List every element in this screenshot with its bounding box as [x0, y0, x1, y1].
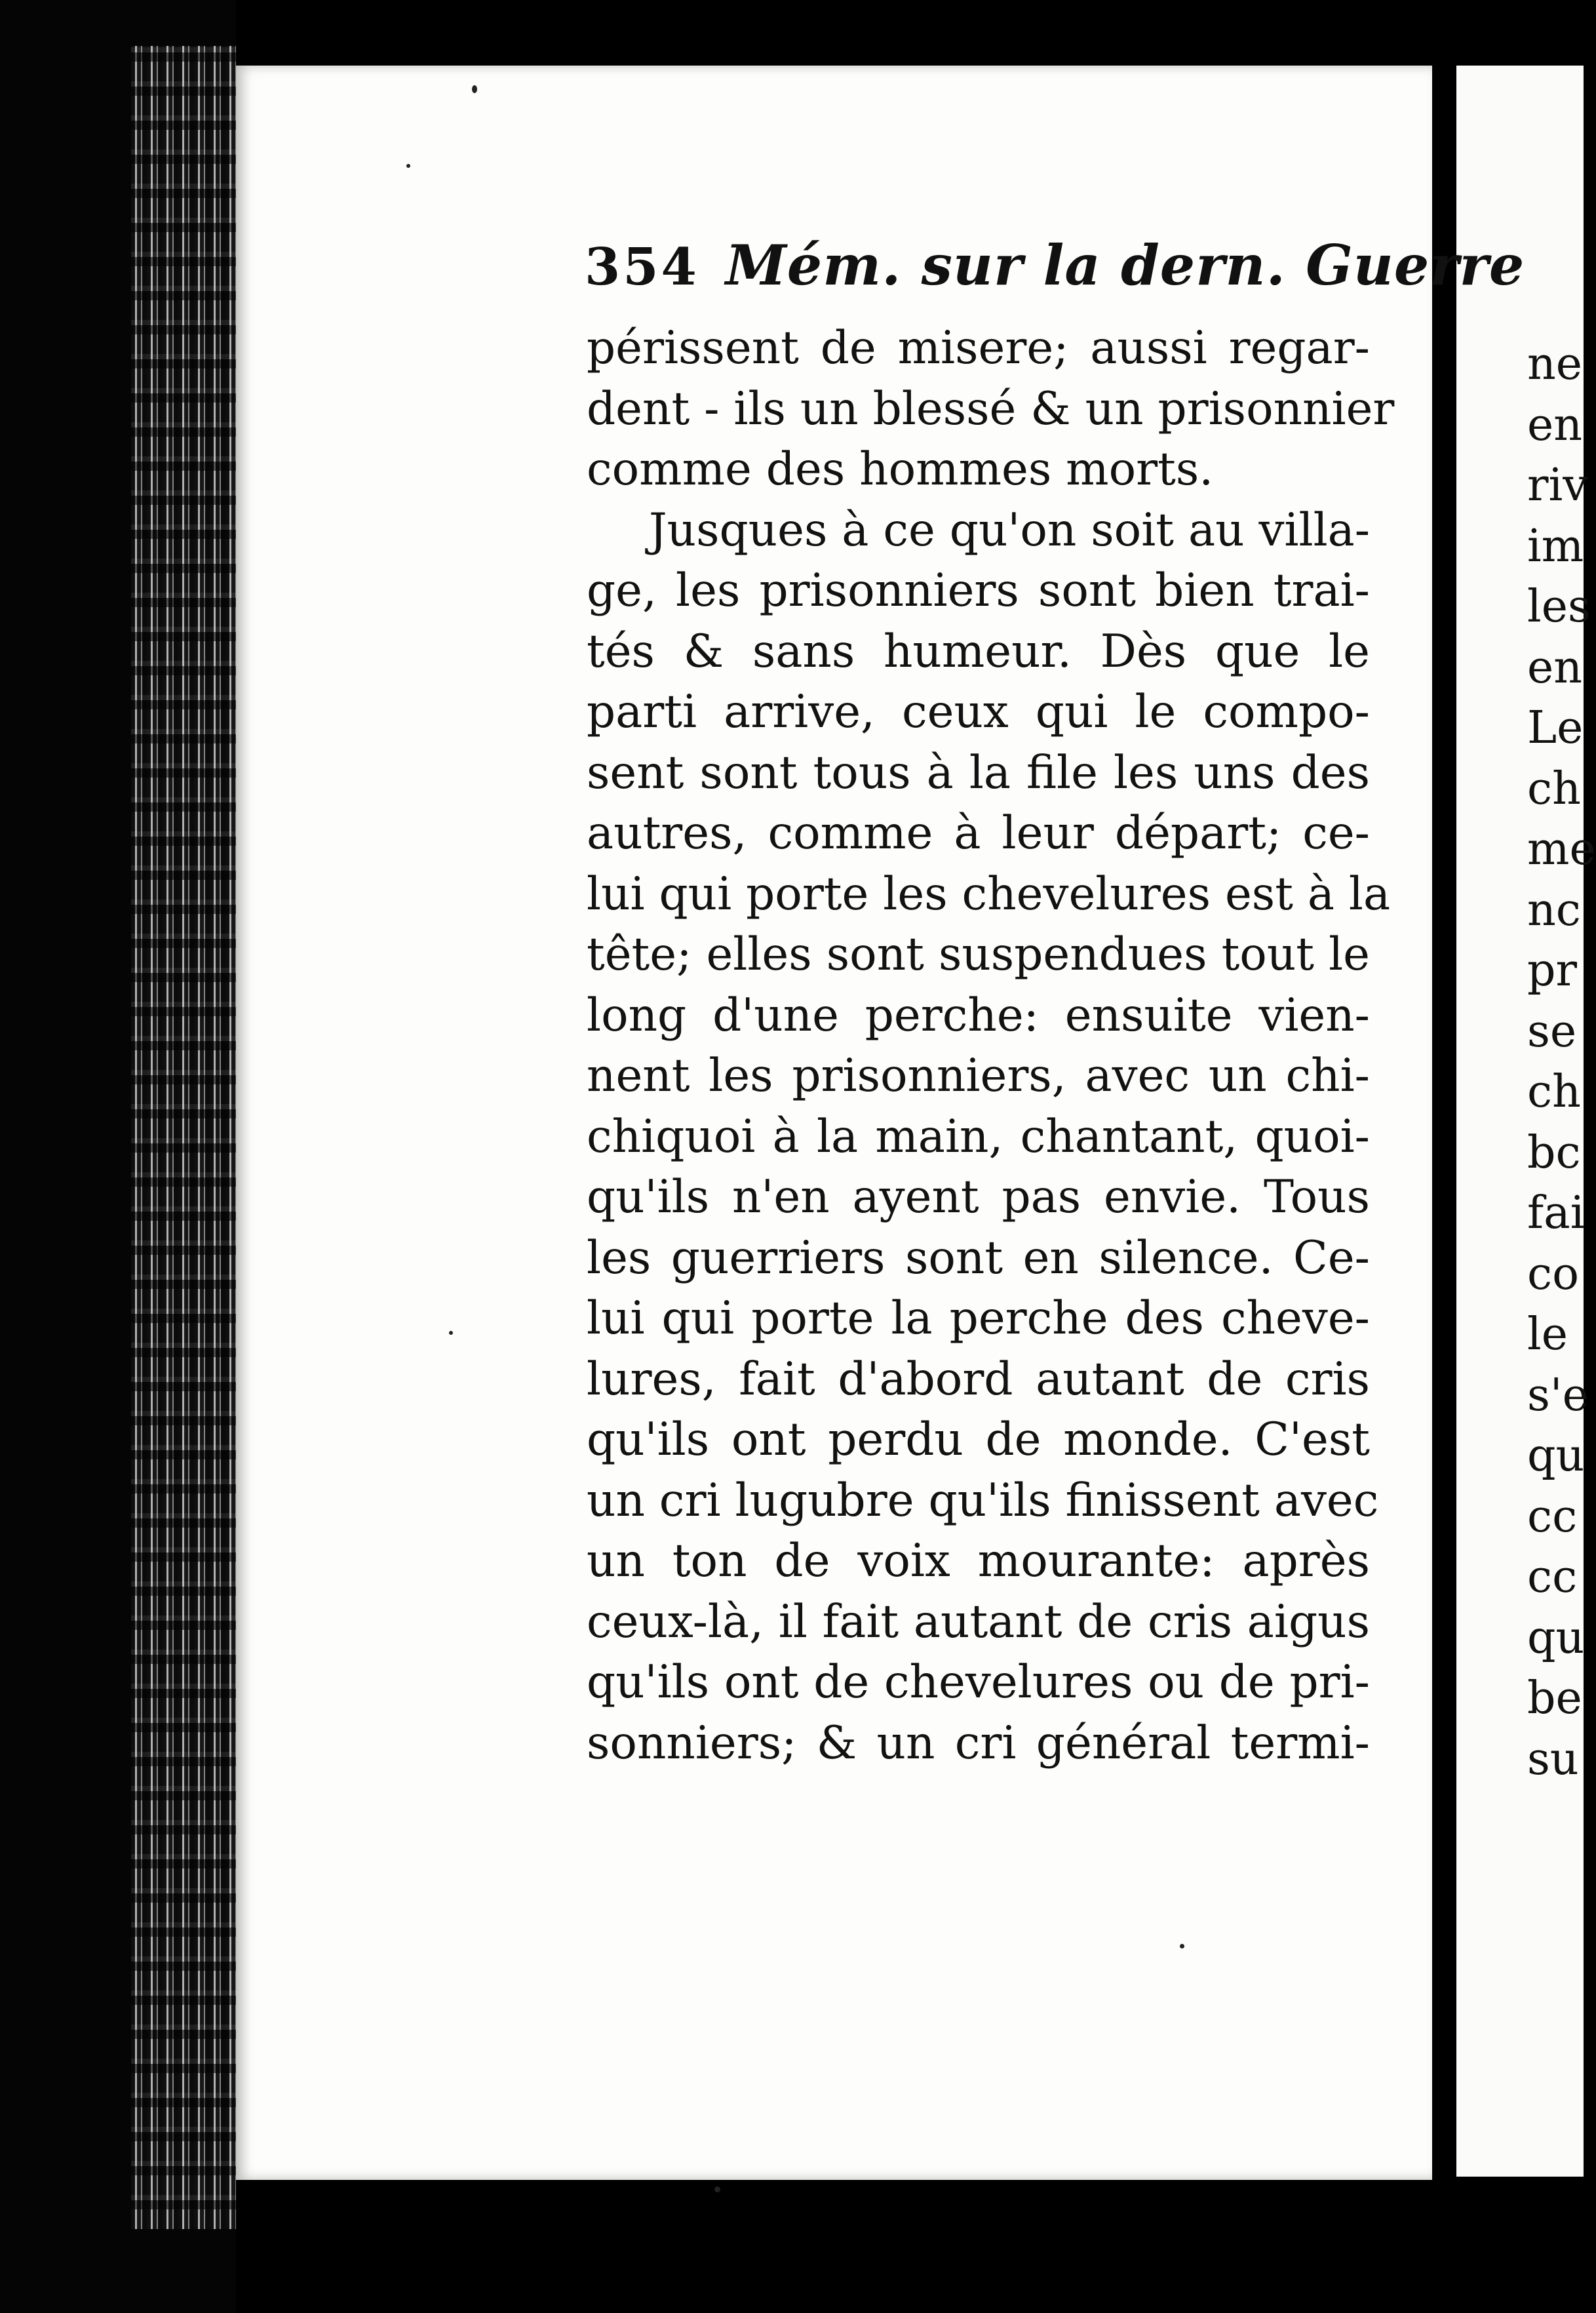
right-page-text: [1527, 334, 1596, 1790]
text-fragment: Le: [1527, 702, 1584, 754]
text-fragment: qu: [1527, 1430, 1585, 1482]
text-fragment: s'e: [1527, 1369, 1589, 1421]
text-line: lures, fait d'abord autant de cris: [587, 1353, 1370, 1406]
text-fragment: se: [1527, 1005, 1577, 1058]
text-line: nent les prisonniers, avec un chi-: [587, 1050, 1370, 1102]
text-line: ceux-là, il fait autant de cris aigus: [587, 1595, 1370, 1648]
text-fragment: bc: [1527, 1126, 1581, 1179]
text-fragment: pr: [1527, 945, 1578, 997]
text-fragment: en: [1527, 399, 1583, 451]
text-line: ge, les prisonniers sont bien trai-: [587, 564, 1370, 617]
text-line: un ton de voix mourante: après: [587, 1535, 1370, 1587]
body-text: [587, 318, 1395, 1773]
paper-speck: [714, 2186, 720, 2192]
text-line: tés & sans humeur. Dès que le: [587, 625, 1370, 678]
text-line: les guerriers sont en silence. Ce-: [587, 1231, 1370, 1284]
text-fragment: en: [1527, 641, 1583, 694]
text-line: lui qui porte les chevelures est à la: [587, 867, 1391, 920]
page-edges-shading: [131, 46, 236, 2229]
text-fragment: riv: [1527, 460, 1588, 511]
text-line: qu'ils ont de chevelures ou de pri-: [587, 1656, 1370, 1709]
text-fragment: me: [1527, 823, 1596, 875]
text-line: qu'ils n'en ayent pas envie. Tous: [587, 1171, 1370, 1223]
text-fragment: be: [1527, 1672, 1582, 1724]
paper-speck: [406, 164, 410, 168]
text-line: chiquoi à la main, chantant, quoi-: [587, 1110, 1370, 1163]
text-line: un cri lugubre qu'ils finissent avec: [587, 1474, 1379, 1527]
text-line: autres, comme à leur départ; ce-: [587, 807, 1370, 860]
text-fragment: fai: [1527, 1187, 1585, 1239]
text-line: sonniers; & un cri général termi-: [587, 1716, 1370, 1769]
text-fragment: co: [1527, 1248, 1580, 1300]
text-line: dent - ils un blessé & un prisonnier: [587, 382, 1395, 435]
text-fragment: ne: [1527, 338, 1583, 390]
text-line: Jusques à ce qu'on soit au villa-: [649, 504, 1371, 557]
paper-speck: [1180, 1944, 1184, 1948]
text-fragment: im: [1527, 520, 1584, 572]
text-line: qu'ils ont perdu de monde. C'est: [587, 1414, 1370, 1466]
text-line: long d'une perche: ensuite vien-: [587, 989, 1370, 1042]
running-title: Mém. sur la dern. Guerre: [725, 233, 1525, 298]
page-number: 354: [585, 237, 699, 297]
text-fragment: ch: [1527, 1066, 1581, 1118]
text-line: parti arrive, ceux qui le compo-: [587, 686, 1370, 738]
text-fragment: qu: [1527, 1611, 1585, 1664]
text-fragment: le: [1527, 1309, 1568, 1360]
text-fragment: cc: [1527, 1490, 1578, 1543]
paper-speck: [449, 1331, 453, 1335]
text-line: lui qui porte la perche des cheve-: [587, 1292, 1370, 1345]
paper-speck: [472, 85, 477, 93]
text-line: sent sont tous à la file les uns des: [587, 746, 1370, 799]
text-fragment: ch: [1527, 762, 1581, 815]
text-line: comme des hommes morts.: [587, 443, 1214, 496]
text-fragment: les: [1527, 581, 1591, 633]
page-divider: [1432, 66, 1456, 2180]
text-line: tête; elles sont suspendues tout le: [587, 928, 1370, 981]
text-fragment: cc: [1527, 1551, 1578, 1603]
text-fragment: nc: [1527, 884, 1581, 936]
running-head: [585, 233, 1525, 311]
text-line: périssent de misere; aussi regar-: [587, 322, 1370, 374]
text-fragment: su: [1527, 1733, 1579, 1785]
